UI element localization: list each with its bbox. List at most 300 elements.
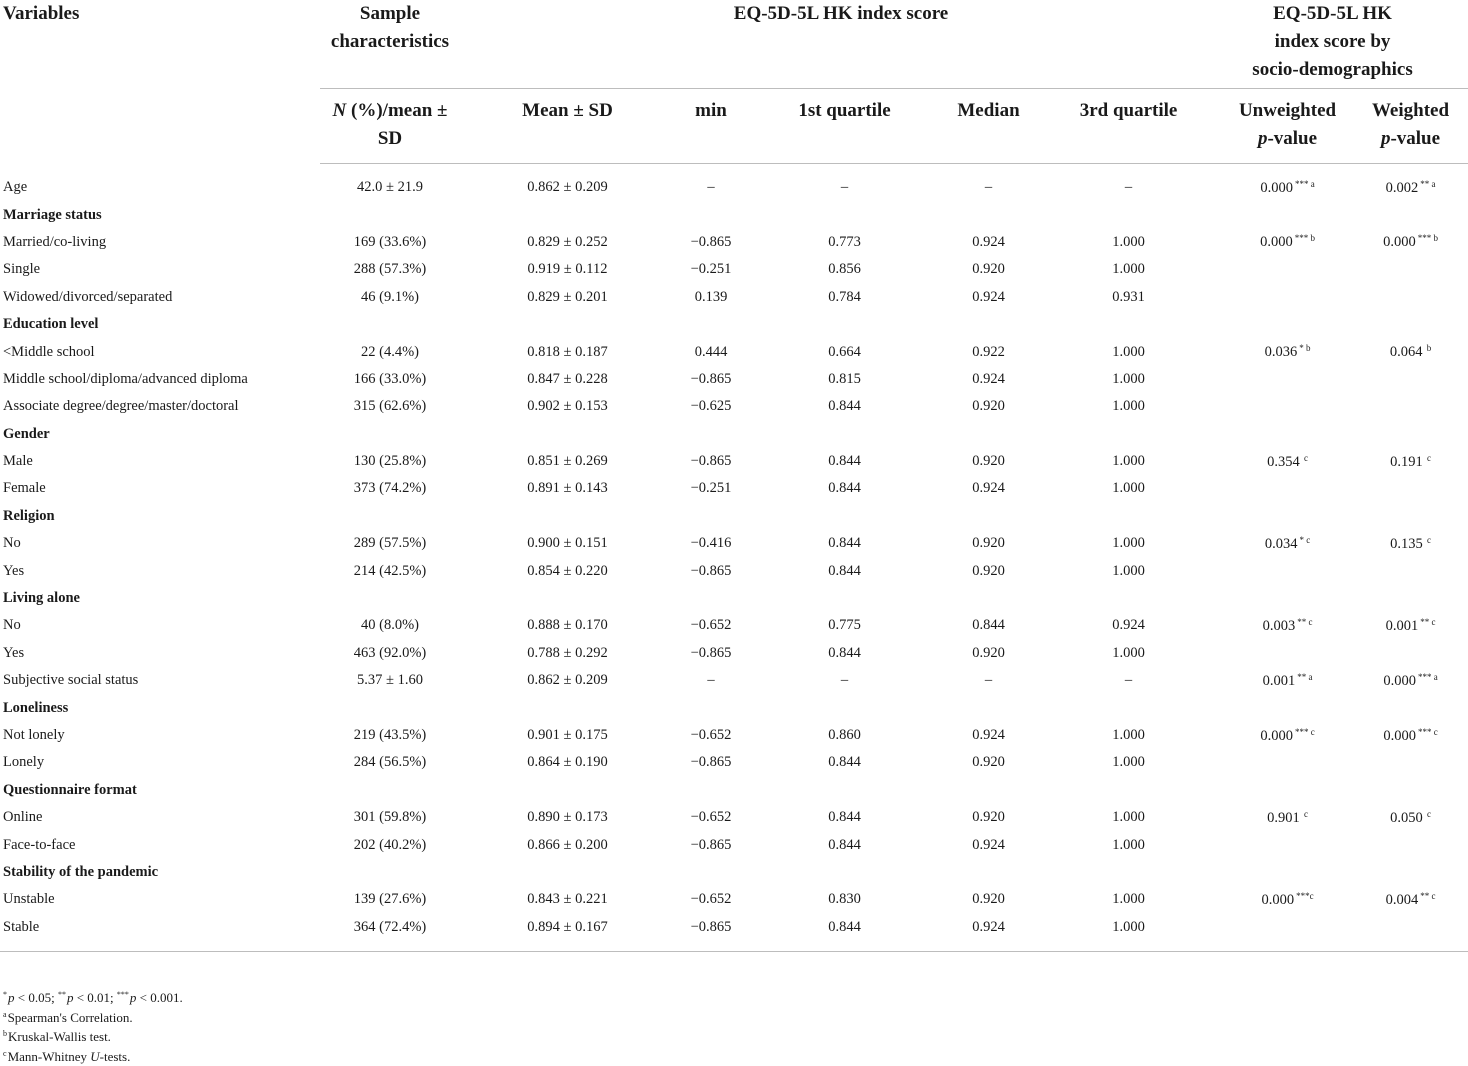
cell-min	[675, 503, 747, 530]
p-value-marker: ** a	[1420, 179, 1435, 189]
cell-weighted-p	[1353, 284, 1468, 311]
row-label: Stable	[0, 914, 320, 952]
cell-q3: 0.931	[1035, 284, 1222, 311]
row-label: Associate degree/degree/master/doctoral	[0, 393, 320, 420]
cell-q1: 0.844	[747, 448, 942, 475]
header-q1: 1st quartile	[747, 89, 942, 164]
cell-weighted-p	[1353, 448, 1468, 475]
cell-min	[675, 311, 747, 338]
cell-weighted-p	[1353, 530, 1468, 557]
cell-q1: 0.775	[747, 612, 942, 639]
header-weighted-p: p	[1381, 128, 1391, 149]
table-row	[0, 749, 1468, 776]
header-unweighted	[1222, 89, 1353, 164]
cell-n	[320, 694, 460, 721]
footnote-star-1: *	[3, 990, 7, 999]
table-row	[0, 284, 1468, 311]
cell-mean	[460, 777, 675, 804]
cell-mean: 0.851 ± 0.269	[460, 448, 675, 475]
cell-unweighted-p	[1222, 831, 1353, 858]
cell-unweighted-p	[1222, 694, 1353, 721]
cell-min: −0.652	[675, 804, 747, 831]
header-median: Median	[942, 89, 1035, 164]
cell-q3	[1035, 694, 1222, 721]
cell-weighted-p	[1353, 886, 1468, 913]
header-unweighted-p: p	[1258, 128, 1268, 149]
cell-q1	[747, 585, 942, 612]
table-row	[0, 612, 1468, 639]
cell-mean: 0.847 ± 0.228	[460, 366, 675, 393]
header-q3: 3rd quartile	[1035, 89, 1222, 164]
cell-q3: 1.000	[1035, 338, 1222, 365]
cell-min: –	[675, 164, 747, 202]
cell-min: −0.865	[675, 640, 747, 667]
footnote-c-text-post: -tests.	[100, 1049, 131, 1064]
cell-weighted-p	[1353, 914, 1468, 952]
cell-min: −0.865	[675, 914, 747, 952]
cell-median: 0.920	[942, 448, 1035, 475]
p-value: 0.135	[1390, 536, 1423, 552]
cell-unweighted-p	[1222, 777, 1353, 804]
cell-q3	[1035, 777, 1222, 804]
cell-min: −0.652	[675, 612, 747, 639]
cell-n: 40 (8.0%)	[320, 612, 460, 639]
p-value-marker: ** c	[1420, 617, 1435, 627]
p-value-marker: ***c	[1296, 891, 1314, 901]
cell-q1: 0.844	[747, 831, 942, 858]
p-value-marker: c	[1425, 535, 1431, 545]
cell-min: −0.865	[675, 229, 747, 256]
p-value-marker: c	[1425, 809, 1431, 819]
cell-mean	[460, 421, 675, 448]
p-value-marker: b	[1424, 343, 1431, 353]
p-value-marker: *** c	[1418, 727, 1438, 737]
cell-median: 0.920	[942, 886, 1035, 913]
cell-median	[942, 694, 1035, 721]
section-label: Living alone	[0, 585, 320, 612]
cell-q1: 0.815	[747, 366, 942, 393]
section-label: Gender	[0, 421, 320, 448]
section-row	[0, 585, 1468, 612]
cell-mean: 0.862 ± 0.209	[460, 667, 675, 694]
cell-q3: –	[1035, 164, 1222, 202]
header-n-mean-sd	[320, 89, 460, 164]
p-value: 0.000	[1383, 234, 1416, 250]
cell-median: 0.920	[942, 557, 1035, 584]
cell-mean: 0.843 ± 0.221	[460, 886, 675, 913]
cell-n: 219 (43.5%)	[320, 722, 460, 749]
cell-n: 315 (62.6%)	[320, 393, 460, 420]
cell-median	[942, 859, 1035, 886]
cell-n: 463 (92.0%)	[320, 640, 460, 667]
cell-weighted-p	[1353, 475, 1468, 502]
cell-q1: 0.664	[747, 338, 942, 365]
cell-weighted-p	[1353, 804, 1468, 831]
footnote-c-mark: c	[3, 1049, 7, 1058]
table-row	[0, 393, 1468, 420]
cell-q3: 1.000	[1035, 749, 1222, 776]
row-label: Female	[0, 475, 320, 502]
row-label: Yes	[0, 557, 320, 584]
cell-q3: 1.000	[1035, 366, 1222, 393]
cell-unweighted-p	[1222, 722, 1353, 749]
cell-q3: 1.000	[1035, 530, 1222, 557]
cell-q1: 0.844	[747, 914, 942, 952]
cell-weighted-p	[1353, 831, 1468, 858]
cell-n: 373 (74.2%)	[320, 475, 460, 502]
cell-median: 0.924	[942, 475, 1035, 502]
p-value-marker: *** b	[1418, 233, 1438, 243]
p-value: 0.036	[1265, 344, 1298, 360]
cell-unweighted-p	[1222, 557, 1353, 584]
cell-median: 0.924	[942, 229, 1035, 256]
cell-n	[320, 777, 460, 804]
cell-unweighted-p	[1222, 859, 1353, 886]
cell-q3	[1035, 859, 1222, 886]
cell-q3: 1.000	[1035, 557, 1222, 584]
footnote-c	[3, 1044, 130, 1066]
cell-mean	[460, 694, 675, 721]
p-value-marker: ** c	[1420, 891, 1435, 901]
p-value-marker: *** c	[1295, 727, 1315, 737]
cell-min: −0.625	[675, 393, 747, 420]
table-row	[0, 338, 1468, 365]
section-label: Questionnaire format	[0, 777, 320, 804]
cell-q1	[747, 421, 942, 448]
cell-q1: 0.844	[747, 640, 942, 667]
header-row-1	[0, 0, 1468, 89]
section-row	[0, 201, 1468, 228]
header-sample-characteristics: Sample characteristics	[320, 0, 460, 89]
p-value-marker: *** a	[1295, 179, 1315, 189]
cell-min: 0.444	[675, 338, 747, 365]
cell-median: 0.920	[942, 640, 1035, 667]
cell-q3: 1.000	[1035, 831, 1222, 858]
p-value: 0.003	[1263, 618, 1296, 634]
cell-median: 0.924	[942, 284, 1035, 311]
cell-median: 0.844	[942, 612, 1035, 639]
cell-q3: 1.000	[1035, 475, 1222, 502]
cell-median: 0.920	[942, 393, 1035, 420]
cell-unweighted-p	[1222, 640, 1353, 667]
cell-min: −0.865	[675, 366, 747, 393]
cell-unweighted-p	[1222, 256, 1353, 283]
table-row	[0, 804, 1468, 831]
cell-q3	[1035, 201, 1222, 228]
row-label: Not lonely	[0, 722, 320, 749]
cell-mean: 0.894 ± 0.167	[460, 914, 675, 952]
cell-mean: 0.864 ± 0.190	[460, 749, 675, 776]
cell-mean	[460, 585, 675, 612]
cell-n	[320, 421, 460, 448]
cell-unweighted-p	[1222, 229, 1353, 256]
cell-median	[942, 201, 1035, 228]
cell-unweighted-p	[1222, 804, 1353, 831]
table-row	[0, 530, 1468, 557]
header-n-rest: (%)/mean ± SD	[346, 100, 447, 149]
cell-q1	[747, 201, 942, 228]
cell-q3: 1.000	[1035, 393, 1222, 420]
table-row	[0, 722, 1468, 749]
row-label: Single	[0, 256, 320, 283]
row-label: Age	[0, 164, 320, 202]
header-weighted	[1353, 89, 1468, 164]
section-row	[0, 503, 1468, 530]
row-label: <Middle school	[0, 338, 320, 365]
cell-weighted-p	[1353, 667, 1468, 694]
table-row	[0, 667, 1468, 694]
cell-q1: 0.830	[747, 886, 942, 913]
cell-n	[320, 311, 460, 338]
cell-n: 284 (56.5%)	[320, 749, 460, 776]
cell-mean: 0.866 ± 0.200	[460, 831, 675, 858]
row-label: No	[0, 530, 320, 557]
cell-weighted-p	[1353, 311, 1468, 338]
cell-min	[675, 694, 747, 721]
cell-weighted-p	[1353, 338, 1468, 365]
cell-q3	[1035, 421, 1222, 448]
cell-unweighted-p	[1222, 201, 1353, 228]
cell-weighted-p	[1353, 612, 1468, 639]
cell-unweighted-p	[1222, 749, 1353, 776]
cell-q3: 1.000	[1035, 804, 1222, 831]
cell-unweighted-p	[1222, 421, 1353, 448]
cell-median	[942, 503, 1035, 530]
cell-weighted-p	[1353, 694, 1468, 721]
header-min: min	[675, 89, 747, 164]
section-label: Education level	[0, 311, 320, 338]
cell-q1: 0.844	[747, 530, 942, 557]
cell-n: 130 (25.8%)	[320, 448, 460, 475]
row-label: Married/co-living	[0, 229, 320, 256]
cell-n: 46 (9.1%)	[320, 284, 460, 311]
p-value-marker: c	[1302, 809, 1308, 819]
cell-min: −0.865	[675, 749, 747, 776]
cell-weighted-p	[1353, 393, 1468, 420]
cell-weighted-p	[1353, 859, 1468, 886]
cell-min	[675, 585, 747, 612]
cell-n: 166 (33.0%)	[320, 366, 460, 393]
section-row	[0, 777, 1468, 804]
cell-mean	[460, 503, 675, 530]
p-value-marker: * c	[1299, 535, 1310, 545]
cell-median	[942, 421, 1035, 448]
header-index-score-by-socio: EQ-5D-5L HK index score by socio-demographics	[1222, 0, 1468, 89]
cell-unweighted-p	[1222, 311, 1353, 338]
p-value: 0.004	[1386, 892, 1419, 908]
row-label: Male	[0, 448, 320, 475]
cell-median: 0.922	[942, 338, 1035, 365]
cell-median: 0.924	[942, 831, 1035, 858]
cell-q1: –	[747, 164, 942, 202]
cell-q3	[1035, 503, 1222, 530]
p-value: 0.191	[1390, 454, 1423, 470]
p-value: 0.000	[1261, 892, 1294, 908]
cell-median: –	[942, 667, 1035, 694]
footnote-p-2: p	[67, 990, 74, 1005]
section-row	[0, 311, 1468, 338]
cell-mean: 0.902 ± 0.153	[460, 393, 675, 420]
cell-mean: 0.862 ± 0.209	[460, 164, 675, 202]
cell-mean: 0.901 ± 0.175	[460, 722, 675, 749]
header-variables: Variables	[0, 0, 320, 164]
cell-min: −0.251	[675, 475, 747, 502]
table-row	[0, 475, 1468, 502]
cell-unweighted-p	[1222, 914, 1353, 952]
cell-median	[942, 777, 1035, 804]
cell-q1	[747, 777, 942, 804]
cell-q1	[747, 859, 942, 886]
cell-n: 22 (4.4%)	[320, 338, 460, 365]
cell-weighted-p	[1353, 777, 1468, 804]
cell-mean: 0.829 ± 0.201	[460, 284, 675, 311]
cell-weighted-p	[1353, 366, 1468, 393]
table-body	[0, 164, 1468, 952]
p-value-marker: * b	[1299, 343, 1310, 353]
cell-median: 0.920	[942, 804, 1035, 831]
section-row	[0, 421, 1468, 448]
cell-n: 289 (57.5%)	[320, 530, 460, 557]
footnote-b-text: Kruskal-Wallis test.	[8, 1029, 111, 1044]
cell-median	[942, 311, 1035, 338]
row-label: Online	[0, 804, 320, 831]
cell-n	[320, 859, 460, 886]
p-value: 0.901	[1267, 810, 1300, 826]
header-weighted-label: Weighted	[1372, 100, 1449, 121]
cell-mean: 0.818 ± 0.187	[460, 338, 675, 365]
section-row	[0, 859, 1468, 886]
p-value: 0.000	[1260, 728, 1293, 744]
table-row	[0, 366, 1468, 393]
table-row	[0, 886, 1468, 913]
table-row	[0, 229, 1468, 256]
cell-q3	[1035, 585, 1222, 612]
header-unweighted-suffix: -value	[1267, 128, 1317, 149]
cell-q3: 0.924	[1035, 612, 1222, 639]
cell-q3: 1.000	[1035, 229, 1222, 256]
header-index-score: EQ-5D-5L HK index score	[460, 0, 1222, 89]
cell-mean: 0.890 ± 0.173	[460, 804, 675, 831]
p-value: 0.001	[1386, 618, 1419, 634]
footnote-a-mark: a	[3, 1010, 7, 1019]
cell-min: −0.652	[675, 886, 747, 913]
cell-median: 0.920	[942, 749, 1035, 776]
p-value: 0.001	[1263, 673, 1296, 689]
cell-q1: 0.844	[747, 749, 942, 776]
cell-min: −0.416	[675, 530, 747, 557]
cell-n: 42.0 ± 21.9	[320, 164, 460, 202]
cell-mean: 0.919 ± 0.112	[460, 256, 675, 283]
cell-q3: 1.000	[1035, 640, 1222, 667]
cell-n: 288 (57.3%)	[320, 256, 460, 283]
footnote-a-text: Spearman's Correlation.	[8, 1010, 133, 1025]
cell-q1	[747, 694, 942, 721]
cell-median	[942, 585, 1035, 612]
row-label: Widowed/divorced/separated	[0, 284, 320, 311]
row-label: Face-to-face	[0, 831, 320, 858]
cell-weighted-p	[1353, 585, 1468, 612]
header-weighted-suffix: -value	[1390, 128, 1440, 149]
cell-n: 301 (59.8%)	[320, 804, 460, 831]
cell-n: 169 (33.6%)	[320, 229, 460, 256]
footnote-star-3: ***	[117, 990, 129, 999]
row-label: Unstable	[0, 886, 320, 913]
table-row	[0, 640, 1468, 667]
row-label: Lonely	[0, 749, 320, 776]
footnote-p-3: p	[130, 990, 137, 1005]
section-label: Religion	[0, 503, 320, 530]
cell-mean: 0.788 ± 0.292	[460, 640, 675, 667]
p-value: 0.000	[1383, 728, 1416, 744]
cell-q3: 1.000	[1035, 256, 1222, 283]
p-value: 0.354	[1267, 454, 1300, 470]
cell-q1: –	[747, 667, 942, 694]
p-value: 0.000	[1260, 180, 1293, 196]
cell-min	[675, 859, 747, 886]
cell-unweighted-p	[1222, 503, 1353, 530]
cell-min: −0.251	[675, 256, 747, 283]
cell-unweighted-p	[1222, 612, 1353, 639]
cell-mean: 0.900 ± 0.151	[460, 530, 675, 557]
cell-q3: 1.000	[1035, 886, 1222, 913]
cell-weighted-p	[1353, 164, 1468, 202]
cell-min	[675, 201, 747, 228]
table-row	[0, 448, 1468, 475]
cell-unweighted-p	[1222, 338, 1353, 365]
cell-mean	[460, 859, 675, 886]
cell-n: 139 (27.6%)	[320, 886, 460, 913]
p-value-marker: c	[1425, 453, 1431, 463]
footnote-c-text-italic: U	[90, 1049, 99, 1064]
cell-mean: 0.891 ± 0.143	[460, 475, 675, 502]
row-label: Yes	[0, 640, 320, 667]
cell-median: 0.924	[942, 914, 1035, 952]
footnote-threshold-1: < 0.05;	[15, 990, 58, 1005]
cell-q3: 1.000	[1035, 722, 1222, 749]
cell-weighted-p	[1353, 503, 1468, 530]
cell-mean: 0.829 ± 0.252	[460, 229, 675, 256]
row-label: Middle school/diploma/advanced diploma	[0, 366, 320, 393]
section-label: Loneliness	[0, 694, 320, 721]
cell-unweighted-p	[1222, 366, 1353, 393]
cell-q1: 0.844	[747, 804, 942, 831]
p-value-marker: ** a	[1297, 672, 1312, 682]
cell-mean: 0.888 ± 0.170	[460, 612, 675, 639]
cell-q1: 0.856	[747, 256, 942, 283]
table-row	[0, 914, 1468, 952]
row-label: No	[0, 612, 320, 639]
cell-min: 0.139	[675, 284, 747, 311]
cell-min: –	[675, 667, 747, 694]
cell-unweighted-p	[1222, 284, 1353, 311]
cell-min	[675, 421, 747, 448]
cell-q3	[1035, 311, 1222, 338]
cell-unweighted-p	[1222, 164, 1353, 202]
footnote-p-1: p	[8, 990, 15, 1005]
cell-weighted-p	[1353, 421, 1468, 448]
cell-weighted-p	[1353, 722, 1468, 749]
cell-q1: 0.844	[747, 557, 942, 584]
cell-weighted-p	[1353, 557, 1468, 584]
p-value: 0.000	[1383, 673, 1416, 689]
cell-n: 364 (72.4%)	[320, 914, 460, 952]
cell-n: 5.37 ± 1.60	[320, 667, 460, 694]
cell-q1: 0.784	[747, 284, 942, 311]
p-value: 0.000	[1260, 234, 1293, 250]
cell-min: −0.865	[675, 448, 747, 475]
cell-q1	[747, 311, 942, 338]
table-row	[0, 164, 1468, 202]
